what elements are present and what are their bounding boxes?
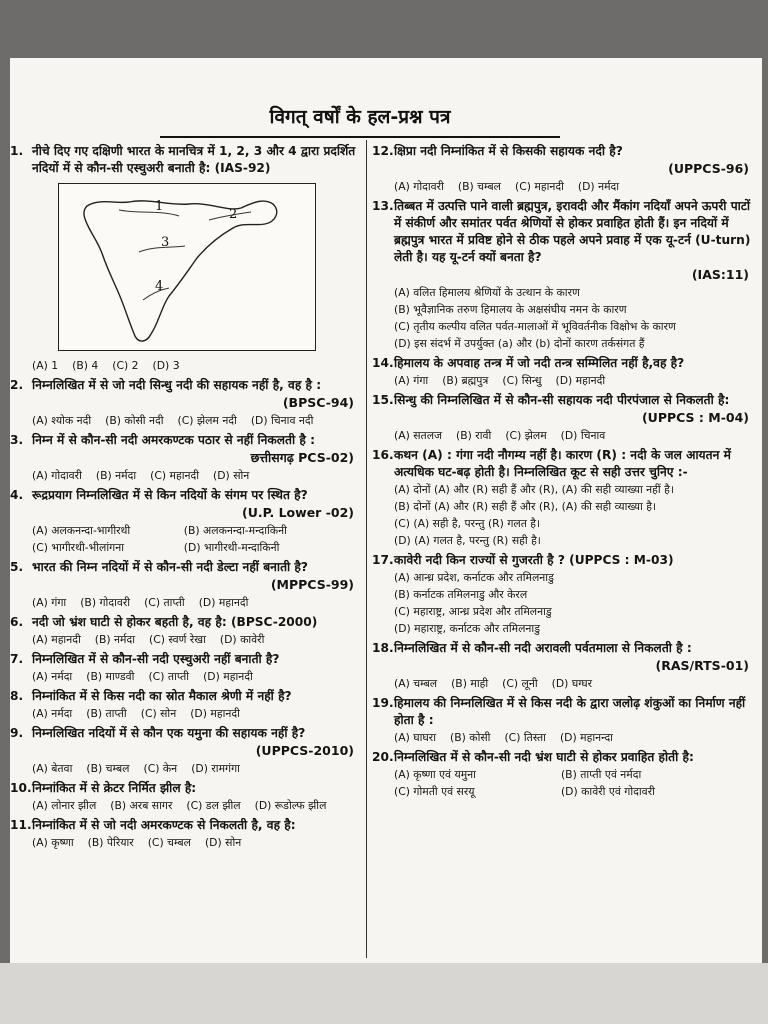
answer-option: (D) सोन: [204, 836, 242, 849]
question-number: 18.: [372, 641, 394, 655]
page-heading: [160, 102, 560, 138]
question-block: [10, 725, 362, 777]
options-list: [372, 178, 757, 195]
answer-option: (C) 2: [112, 359, 139, 372]
question-block: [372, 143, 757, 195]
answer-option: (C) लूनी: [502, 677, 538, 690]
options-list: [372, 729, 757, 746]
question-text-row: [372, 447, 757, 481]
answer-option: (A) नर्मदा: [32, 707, 73, 720]
answer-option: (A) 1: [32, 359, 59, 372]
question-block: [10, 377, 362, 429]
answer-option: (C) डल झील: [186, 799, 241, 812]
answer-option: (C) भागीरथी-भीलांगना: [32, 541, 125, 554]
answer-option: (C) झेलम: [505, 429, 547, 442]
answer-option: (C) महानदी: [515, 180, 564, 193]
answer-option: (A) नर्मदा: [32, 670, 73, 683]
question-text: कावेरी नदी किन राज्यों से गुजरती है ? (UPPCS : M-03): [394, 553, 674, 567]
question-text-row: [372, 552, 757, 569]
answer-option: (A) वलित हिमालय श्रेणियों के उत्थान के कारण: [394, 286, 580, 299]
answer-option: (B) चम्बल: [457, 180, 501, 193]
question-block: [372, 749, 757, 800]
question-text: निम्नांकित में से क्रेटर निर्मित झील है:: [32, 781, 197, 795]
answer-option: (A) कृष्णा: [32, 836, 74, 849]
options-list: [10, 705, 362, 722]
answer-option: (D) महाराष्ट्र, कर्नाटक और तमिलनाडु: [394, 622, 540, 635]
answer-option: (B) रावी: [456, 429, 492, 442]
answer-option: (A) गंगा: [32, 596, 67, 609]
question-number: 7.: [10, 652, 24, 666]
answer-option: (C) सोन: [140, 707, 177, 720]
answer-option: (B) नर्मदा: [95, 469, 137, 482]
question-block: [10, 688, 362, 722]
map-label-2: 2: [229, 207, 238, 222]
question-block: [10, 614, 362, 648]
options-list: [10, 594, 362, 611]
question-text: कथन (A) : गंगा नदी नौगम्य नहीं है। कारण (R) : नदी के जल आयतन में अत्यधिक घट-बढ़ होती है। निम्नलिखित कूट से सही उत्तर चुनिए :-: [394, 448, 731, 479]
options-list: [10, 668, 362, 685]
question-text: निम्नलिखित में से कौन-सी नदी अरावली पर्वतमाला से निकलती है :: [394, 641, 692, 655]
right-column: [372, 143, 757, 803]
question-text-row: [372, 198, 757, 266]
map-label-1: 1: [155, 199, 164, 214]
question-number: 11.: [10, 818, 32, 832]
options-list: [10, 412, 362, 429]
question-block: [372, 695, 757, 746]
answer-option: (D) महानदी: [203, 670, 253, 683]
question-text-row: [372, 143, 757, 160]
answer-option: (A) अलकनन्दा-भागीरथी: [32, 524, 131, 537]
question-number: 2.: [10, 378, 24, 392]
answer-option: (D) चिनाव नदी: [250, 414, 314, 427]
exam-source: (RAS/RTS-01): [655, 658, 749, 673]
exam-source: (BPSC-94): [282, 395, 354, 410]
answer-option: (C) तिस्ता: [504, 731, 546, 744]
answer-option: (B) ताप्ती: [86, 707, 127, 720]
answer-option: (B) नर्मदा: [94, 633, 136, 646]
question-text: निम्नलिखित में से कौन-सी नदी एस्चुअरी नहीं बनाती है?: [32, 652, 280, 666]
india-outline: [84, 201, 277, 341]
answer-option: (A) चम्बल: [394, 677, 438, 690]
question-text-row: [10, 432, 362, 449]
india-map-figure: [58, 183, 316, 351]
options-list: [372, 766, 757, 800]
answer-option: (D) महानदी: [555, 374, 606, 387]
answer-option: (C) महाराष्ट्र, आन्ध्र प्रदेश और तमिलनाडु: [394, 605, 552, 618]
question-number: 19.: [372, 696, 394, 710]
answer-option: (C) महानदी: [150, 469, 200, 482]
question-number: 16.: [372, 448, 394, 462]
question-number: 10.: [10, 781, 32, 795]
options-list: [372, 372, 757, 389]
answer-option: (C) सिन्धु: [502, 374, 542, 387]
question-block: [372, 392, 757, 444]
question-text-row: [10, 688, 362, 705]
answer-option: (B) कोसी नदी: [105, 414, 164, 427]
question-text: निम्नलिखित में से कौन-सी नदी भ्रंश घाटी से होकर प्रवाहित होती है:: [394, 750, 694, 764]
answer-option: (A) दोनों (A) और (R) सही हैं और (R), (A) की सही व्याख्या नहीं है।: [394, 483, 674, 496]
question-text-row: [10, 725, 362, 742]
question-number: 15.: [372, 393, 394, 407]
question-number: 3.: [10, 433, 24, 447]
question-text-row: [10, 559, 362, 576]
answer-option: (C) गोमती एवं सरयू: [394, 785, 475, 798]
answer-option: (A) गंगा: [394, 374, 429, 387]
answer-option: (B) ताप्ती एवं नर्मदा: [560, 768, 642, 781]
question-block: [372, 355, 757, 389]
answer-option: (D) महानदी: [190, 707, 240, 720]
question-text-row: [372, 392, 757, 409]
question-number: 12.: [372, 144, 394, 158]
question-number: 4.: [10, 488, 24, 502]
options-list: [372, 284, 757, 352]
question-text-row: [10, 651, 362, 668]
question-number: 13.: [372, 199, 394, 213]
answer-option: (C) (A) सही है, परन्तु (R) गलत है।: [394, 517, 541, 530]
question-text: सिन्धु की निम्नलिखित में से कौन-सी सहायक नदी पीरपंजाल से निकलती है:: [394, 393, 730, 407]
question-block: [10, 432, 362, 484]
map-label-3: 3: [161, 235, 170, 250]
options-list: [372, 675, 757, 692]
answer-option: (B) ब्रह्मपुत्र: [442, 374, 489, 387]
answer-option: (B) दोनों (A) और (R) सही हैं और (R), (A) की सही व्याख्या है।: [394, 500, 657, 513]
question-text: नदी जो भ्रंश घाटी से होकर बहती है, वह है: (BPSC-2000): [32, 615, 318, 629]
question-text-row: [10, 377, 362, 394]
question-block: [10, 817, 362, 851]
question-text: भारत की निम्न नदियों में से कौन-सी नदी डेल्टा नहीं बनाती है?: [32, 560, 308, 574]
exam-source: (MPPCS-99): [270, 577, 354, 592]
question-text: क्षिप्रा नदी निम्नांकित में से किसकी सहायक नदी है?: [394, 144, 623, 158]
answer-option: (B) कर्नाटक तमिलनाडु और केरल: [394, 588, 528, 601]
answer-option: (C) ताप्ती: [148, 670, 190, 683]
answer-option: (D) भागीरथी-मन्दाकिनी: [183, 541, 280, 554]
options-list: [10, 522, 362, 556]
answer-option: (A) बेतवा: [32, 762, 73, 775]
question-number: 9.: [10, 726, 24, 740]
options-list: [10, 797, 362, 814]
answer-option: (A) आन्ध्र प्रदेश, कर्नाटक और तमिलनाडु: [394, 571, 554, 584]
question-block: [10, 487, 362, 556]
question-text: निम्नलिखित नदियों में से कौन एक यमुना की सहायक नहीं है?: [32, 726, 306, 740]
options-list: [10, 834, 362, 851]
question-text: निम्नलिखित में से जो नदी सिन्धु नदी की सहायक नहीं है, वह है :: [32, 378, 322, 392]
question-number: 17.: [372, 553, 394, 567]
answer-option: (A) गोदावरी: [32, 469, 82, 482]
answer-option: (B) 4: [72, 359, 99, 372]
answer-option: (B) अलकनन्दा-मन्दाकिनी: [183, 524, 287, 537]
answer-option: (A) कृष्णा एवं यमुना: [394, 768, 476, 781]
answer-option: (B) भूवैज्ञानिक तरुण हिमालय के अक्षसंघीय नमन के कारण: [394, 303, 627, 316]
answer-option: (C) स्वर्ण रेखा: [149, 633, 206, 646]
question-block: [10, 143, 362, 374]
answer-option: (B) कोसी: [450, 731, 491, 744]
question-text: निम्न में से कौन-सी नदी अमरकण्टक पठार से नहीं निकलती है :: [32, 433, 315, 447]
options-list: [10, 631, 362, 648]
answer-option: (D) (A) गलत है, परन्तु (R) सही है।: [394, 534, 541, 547]
map-label-4: 4: [155, 279, 164, 294]
exam-source: छत्तीसगढ़ PCS-02): [250, 450, 354, 465]
options-list: [10, 467, 362, 484]
page-title: विगत् वर्षों के हल-प्रश्न पत्र: [269, 106, 451, 128]
answer-option: (B) चम्बल: [86, 762, 130, 775]
answer-option: (D) रूडोल्फ झील: [254, 799, 327, 812]
answer-option: (A) लोनार झील: [32, 799, 97, 812]
question-text-row: [10, 817, 362, 834]
question-text: तिब्बत में उत्पत्ति पाने वाली ब्रह्मपुत्र, इरावदी और मैंकांग नदियाँ अपने ऊपरी पाटों में संकीर्ण और समांतर पर्वत श्रेणियों से होकर प्रवाहित होती हैं। इन नदियों में ब्रह्मपुत्र भारत में प्रविष्ट होने से ठीक पहले अपने प्रवाह में एक यू-टर्न (U-turn) लेती है। यह यू-टर्न क्यों बनता है?: [394, 199, 751, 264]
column-divider: [366, 140, 367, 958]
question-text: रूद्रप्रयाग निम्नलिखित में से किन नदियों के संगम पर स्थित है?: [32, 488, 308, 502]
answer-option: (D) महानदी: [198, 596, 249, 609]
question-number: 1.: [10, 144, 24, 158]
answer-option: (D) सोन: [213, 469, 250, 482]
answer-option: (B) माण्डवी: [86, 670, 135, 683]
left-column: [10, 143, 362, 854]
scan-bottom-margin: [0, 963, 768, 1024]
exam-source: (UPPCS : M-04): [641, 410, 749, 425]
answer-option: (A) गोदावरी: [394, 180, 444, 193]
exam-source: (IAS:11): [691, 267, 749, 282]
answer-option: (D) चिनाव: [560, 429, 606, 442]
answer-option: (D) रामगंगा: [191, 762, 240, 775]
question-block: [372, 447, 757, 549]
answer-option: (D) कावेरी एवं गोदावरी: [560, 785, 655, 798]
answer-option: (C) ताप्ती: [144, 596, 185, 609]
options-list: [372, 481, 757, 549]
answer-option: (B) पेरियार: [87, 836, 134, 849]
answer-option: (D) नर्मदा: [577, 180, 620, 193]
answer-option: (A) सतलज: [394, 429, 443, 442]
answer-option: (A) महानदी: [32, 633, 81, 646]
question-number: 6.: [10, 615, 24, 629]
answer-option: (D) महानन्दा: [559, 731, 613, 744]
answer-option: (B) गोदावरी: [80, 596, 131, 609]
question-block: [372, 552, 757, 637]
question-number: 20.: [372, 750, 394, 764]
question-block: [10, 559, 362, 611]
exam-source: (UPPCS-2010): [255, 743, 354, 758]
question-number: 5.: [10, 560, 24, 574]
answer-option: (C) झेलम नदी: [177, 414, 237, 427]
question-text-row: [10, 614, 362, 631]
document-page: [10, 58, 762, 963]
answer-option: (A) घाघरा: [394, 731, 437, 744]
answer-option: (B) माही: [451, 677, 489, 690]
question-text: निम्नांकित में से जो नदी अमरकण्टक से निकलती है, वह है:: [32, 818, 296, 832]
answer-option: (A) श्योक नदी: [32, 414, 92, 427]
answer-option: (D) कावेरी: [219, 633, 265, 646]
question-block: [10, 651, 362, 685]
question-text-row: [10, 487, 362, 504]
options-list: [372, 569, 757, 637]
question-text: नीचे दिए गए दक्षिणी भारत के मानचित्र में 1, 2, 3 और 4 द्वारा प्रदर्शित नदियों में से कौन-सी एस्चुअरी बनाती है: (IAS-92): [32, 144, 356, 175]
question-text-row: [10, 780, 362, 797]
answer-option: (C) तृतीय कल्पीय वलित पर्वत-मालाओं में भूविवर्तनीक विक्षोभ के कारण: [394, 320, 676, 333]
question-text-row: [372, 355, 757, 372]
options-list: [372, 427, 757, 444]
question-block: [372, 640, 757, 692]
question-number: 8.: [10, 689, 24, 703]
question-text-row: [372, 749, 757, 766]
question-text-row: [372, 695, 757, 729]
question-block: [10, 780, 362, 814]
question-text-row: [372, 640, 757, 657]
answer-option: (D) घग्घर: [551, 677, 593, 690]
question-block: [372, 198, 757, 352]
answer-option: (B) अरब सागर: [110, 799, 173, 812]
question-text: हिमालय के अपवाह तन्त्र में जो नदी तन्त्र सम्मिलित नहीं है,वह है?: [394, 356, 685, 370]
question-text: निम्नांकित में से किस नदी का स्रोत मैकाल श्रेणी में नहीं है?: [32, 689, 292, 703]
answer-option: (D) 3: [152, 359, 180, 372]
options-list: [10, 357, 362, 374]
question-text: हिमालय की निम्नलिखित में से किस नदी के द्वारा जलोढ़ शंकुओं का निर्माण नहीं होता है :: [394, 696, 746, 727]
exam-source: (UPPCS-96): [668, 161, 749, 176]
answer-option: (D) इस संदर्भ में उपर्युक्त (a) और (b) दोनों कारण तर्कसंगत हैं: [394, 337, 645, 350]
exam-source: (U.P. Lower -02): [242, 505, 354, 520]
question-text-row: [10, 143, 362, 177]
answer-option: (C) चम्बल: [147, 836, 191, 849]
answer-option: (C) केन: [143, 762, 178, 775]
river-1: [119, 210, 179, 216]
options-list: [10, 760, 362, 777]
question-number: 14.: [372, 356, 394, 370]
